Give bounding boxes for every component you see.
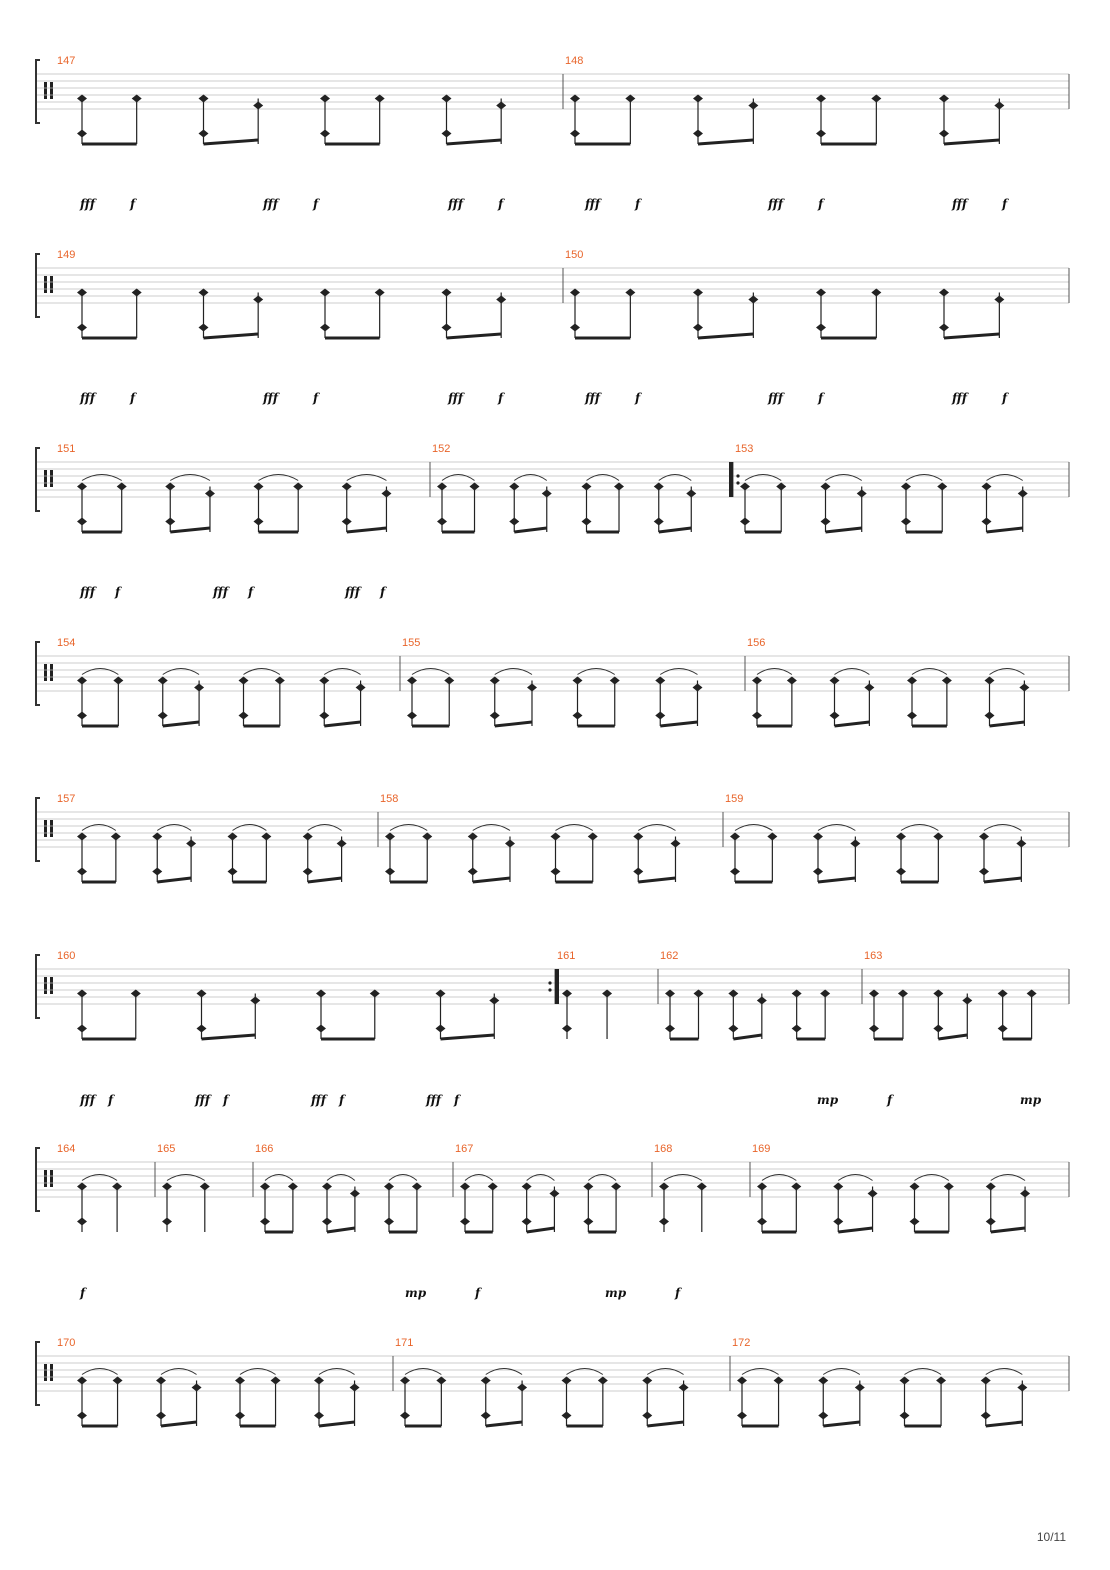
measure-number: 169 bbox=[752, 1143, 771, 1155]
measure-number: 171 bbox=[395, 1337, 414, 1349]
measure-number: 152 bbox=[432, 443, 451, 455]
tie bbox=[82, 669, 118, 675]
beam bbox=[204, 140, 259, 144]
system-bracket bbox=[36, 254, 40, 317]
beam bbox=[638, 878, 675, 882]
dynamic-marking: fff bbox=[768, 391, 784, 405]
dynamic-marking: fff bbox=[311, 1093, 327, 1107]
dynamic-marking: f bbox=[1002, 197, 1008, 211]
tie bbox=[167, 1175, 205, 1181]
dynamic-marking: fff bbox=[195, 1093, 211, 1107]
system-bracket bbox=[36, 955, 40, 1018]
measure-number: 160 bbox=[57, 950, 76, 962]
dynamic-marking: f bbox=[498, 391, 504, 405]
tie bbox=[327, 1175, 355, 1181]
dynamic-marking: f bbox=[675, 1286, 681, 1300]
tie bbox=[319, 1369, 355, 1375]
beam bbox=[347, 528, 387, 532]
dynamic-marking: fff bbox=[263, 391, 279, 405]
beam bbox=[818, 878, 855, 882]
tie bbox=[986, 1369, 1023, 1375]
beam bbox=[823, 1422, 860, 1426]
measure-number: 164 bbox=[57, 1143, 76, 1155]
percussion-clef bbox=[50, 820, 53, 837]
dynamic-marking: fff bbox=[80, 197, 96, 211]
beam bbox=[157, 878, 191, 882]
measure-number: 147 bbox=[57, 55, 76, 67]
percussion-clef bbox=[50, 977, 53, 994]
page-number: 10/11 bbox=[1036, 1530, 1066, 1544]
dynamic-marking: f bbox=[635, 391, 641, 405]
percussion-clef bbox=[50, 276, 53, 293]
repeat-dot bbox=[736, 474, 739, 477]
tie bbox=[405, 1369, 441, 1375]
measure-number: 153 bbox=[735, 443, 754, 455]
percussion-clef bbox=[50, 1364, 53, 1381]
beam bbox=[835, 722, 870, 726]
tie bbox=[527, 1175, 555, 1181]
tie bbox=[818, 825, 855, 831]
tie bbox=[161, 1369, 197, 1375]
beam bbox=[698, 334, 753, 338]
beam bbox=[473, 878, 510, 882]
beam bbox=[991, 1228, 1025, 1232]
dynamic-marking: fff bbox=[952, 197, 968, 211]
dynamic-marking: f bbox=[115, 585, 121, 599]
beam bbox=[495, 722, 532, 726]
percussion-clef bbox=[44, 664, 47, 681]
beam bbox=[324, 722, 360, 726]
system bbox=[36, 1143, 1069, 1300]
dynamic-marking: fff bbox=[448, 197, 464, 211]
measure-number: 163 bbox=[864, 950, 883, 962]
percussion-clef bbox=[44, 276, 47, 293]
dynamic-marking: fff bbox=[345, 585, 361, 599]
dynamic-marking: fff bbox=[952, 391, 968, 405]
beam bbox=[161, 1422, 197, 1426]
tie bbox=[915, 1175, 949, 1181]
tie bbox=[638, 825, 675, 831]
measure-number: 157 bbox=[57, 793, 76, 805]
repeat-dot bbox=[548, 981, 551, 984]
dynamic-marking: mp bbox=[605, 1286, 627, 1300]
system bbox=[36, 637, 1069, 726]
tie bbox=[659, 475, 692, 481]
beam bbox=[944, 140, 999, 144]
beam bbox=[486, 1422, 522, 1426]
tie bbox=[838, 1175, 872, 1181]
tie bbox=[170, 475, 210, 481]
dynamic-marking: fff bbox=[585, 197, 601, 211]
dynamic-marking: f bbox=[818, 391, 824, 405]
percussion-clef bbox=[44, 1364, 47, 1381]
dynamic-marking: fff bbox=[213, 585, 229, 599]
tie bbox=[826, 475, 862, 481]
tie bbox=[762, 1175, 796, 1181]
dynamic-marking: fff bbox=[768, 197, 784, 211]
repeat-dot bbox=[736, 481, 739, 484]
system bbox=[36, 443, 1069, 599]
dynamic-marking: f bbox=[313, 197, 319, 211]
tie bbox=[906, 475, 942, 481]
system bbox=[36, 793, 1069, 882]
beam bbox=[327, 1228, 355, 1232]
tie bbox=[82, 1175, 117, 1181]
repeat-start bbox=[729, 462, 733, 497]
tie bbox=[308, 825, 342, 831]
beam bbox=[986, 1422, 1023, 1426]
beam bbox=[698, 140, 753, 144]
beam bbox=[647, 1422, 683, 1426]
measure-number: 166 bbox=[255, 1143, 274, 1155]
dynamic-marking: f bbox=[887, 1093, 893, 1107]
dynamic-marking: fff bbox=[426, 1093, 442, 1107]
tie bbox=[324, 669, 360, 675]
tie bbox=[990, 669, 1025, 675]
tie bbox=[390, 825, 427, 831]
tie bbox=[486, 1369, 522, 1375]
tie bbox=[347, 475, 387, 481]
percussion-clef bbox=[50, 1170, 53, 1187]
measure-number: 161 bbox=[557, 950, 576, 962]
measure-number: 172 bbox=[732, 1337, 751, 1349]
system-bracket bbox=[36, 1148, 40, 1211]
measure-number: 155 bbox=[402, 637, 421, 649]
tie bbox=[987, 475, 1023, 481]
system-bracket bbox=[36, 1342, 40, 1405]
tie bbox=[265, 1175, 293, 1181]
system bbox=[36, 950, 1069, 1107]
tie bbox=[473, 825, 510, 831]
beam bbox=[984, 878, 1021, 882]
beam bbox=[319, 1422, 355, 1426]
percussion-clef bbox=[50, 82, 53, 99]
beam bbox=[987, 528, 1023, 532]
tie bbox=[412, 669, 449, 675]
dynamic-marking: mp bbox=[817, 1093, 839, 1107]
dynamic-marking: f bbox=[635, 197, 641, 211]
system bbox=[36, 55, 1069, 211]
measure-number: 168 bbox=[654, 1143, 673, 1155]
measure-number: 158 bbox=[380, 793, 399, 805]
tie bbox=[757, 669, 792, 675]
system bbox=[36, 249, 1069, 405]
beam bbox=[826, 528, 862, 532]
tie bbox=[588, 1175, 616, 1181]
tie bbox=[514, 475, 547, 481]
beam bbox=[659, 528, 692, 532]
percussion-clef bbox=[50, 664, 53, 681]
dynamic-marking: fff bbox=[585, 391, 601, 405]
tie bbox=[157, 825, 191, 831]
percussion-clef bbox=[50, 470, 53, 487]
tie bbox=[901, 825, 938, 831]
tie bbox=[835, 669, 870, 675]
tie bbox=[647, 1369, 683, 1375]
tie bbox=[389, 1175, 417, 1181]
tie bbox=[567, 1369, 603, 1375]
dynamic-marking: f bbox=[339, 1093, 345, 1107]
tie bbox=[578, 669, 615, 675]
dynamic-marking: fff bbox=[80, 1093, 96, 1107]
repeat-end bbox=[555, 969, 559, 1004]
tie bbox=[912, 669, 947, 675]
measure-number: 149 bbox=[57, 249, 76, 261]
system-bracket bbox=[36, 798, 40, 861]
measure-number: 154 bbox=[57, 637, 76, 649]
tie bbox=[163, 669, 199, 675]
system bbox=[36, 1337, 1069, 1426]
tie bbox=[735, 825, 772, 831]
system-bracket bbox=[36, 642, 40, 705]
dynamic-marking: f bbox=[454, 1093, 460, 1107]
dynamic-marking: mp bbox=[405, 1286, 427, 1300]
beam bbox=[308, 878, 342, 882]
tie bbox=[991, 1175, 1025, 1181]
dynamic-marking: f bbox=[498, 197, 504, 211]
percussion-clef bbox=[44, 82, 47, 99]
beam bbox=[733, 1035, 762, 1039]
measure-number: 167 bbox=[455, 1143, 474, 1155]
dynamic-marking: f bbox=[80, 1286, 86, 1300]
beam bbox=[204, 334, 259, 338]
measure-number: 148 bbox=[565, 55, 584, 67]
percussion-clef bbox=[44, 820, 47, 837]
tie bbox=[259, 475, 299, 481]
dynamic-marking: f bbox=[130, 197, 136, 211]
tie bbox=[660, 669, 697, 675]
tie bbox=[465, 1175, 493, 1181]
measure-number: 159 bbox=[725, 793, 744, 805]
dynamic-marking: f bbox=[248, 585, 254, 599]
dynamic-marking: f bbox=[380, 585, 386, 599]
tie bbox=[742, 1369, 779, 1375]
beam bbox=[527, 1228, 555, 1232]
measure-number: 150 bbox=[565, 249, 584, 261]
tie bbox=[82, 1369, 118, 1375]
measure-number: 165 bbox=[157, 1143, 176, 1155]
tie bbox=[244, 669, 280, 675]
percussion-clef bbox=[44, 470, 47, 487]
dynamic-marking: mp bbox=[1020, 1093, 1042, 1107]
beam bbox=[514, 528, 547, 532]
system-bracket bbox=[36, 448, 40, 511]
beam bbox=[838, 1228, 872, 1232]
tie bbox=[495, 669, 532, 675]
measure-number: 151 bbox=[57, 443, 76, 455]
dynamic-marking: f bbox=[818, 197, 824, 211]
beam bbox=[660, 722, 697, 726]
tie bbox=[745, 475, 781, 481]
dynamic-marking: fff bbox=[448, 391, 464, 405]
dynamic-marking: fff bbox=[80, 391, 96, 405]
measure-number: 170 bbox=[57, 1337, 76, 1349]
dynamic-marking: fff bbox=[80, 585, 96, 599]
beam bbox=[944, 334, 999, 338]
tie bbox=[984, 825, 1021, 831]
dynamic-marking: f bbox=[1002, 391, 1008, 405]
beam bbox=[163, 722, 199, 726]
measure-number: 156 bbox=[747, 637, 766, 649]
tie bbox=[233, 825, 267, 831]
beam bbox=[441, 1035, 495, 1039]
beam bbox=[447, 140, 502, 144]
tie bbox=[240, 1369, 276, 1375]
repeat-dot bbox=[548, 988, 551, 991]
tie bbox=[587, 475, 620, 481]
tie bbox=[823, 1369, 860, 1375]
beam bbox=[990, 722, 1025, 726]
dynamic-marking: f bbox=[313, 391, 319, 405]
dynamic-marking: f bbox=[108, 1093, 114, 1107]
dynamic-marking: f bbox=[475, 1286, 481, 1300]
percussion-clef bbox=[44, 977, 47, 994]
percussion-clef bbox=[44, 1170, 47, 1187]
tie bbox=[82, 825, 116, 831]
tie bbox=[82, 475, 122, 481]
system-bracket bbox=[36, 60, 40, 123]
tie bbox=[442, 475, 475, 481]
measure-number: 162 bbox=[660, 950, 679, 962]
dynamic-marking: f bbox=[130, 391, 136, 405]
beam bbox=[447, 334, 502, 338]
beam bbox=[938, 1035, 967, 1039]
tie bbox=[556, 825, 593, 831]
dynamic-marking: fff bbox=[263, 197, 279, 211]
tie bbox=[664, 1175, 702, 1181]
tie bbox=[905, 1369, 942, 1375]
beam bbox=[202, 1035, 256, 1039]
beam bbox=[170, 528, 210, 532]
dynamic-marking: f bbox=[223, 1093, 229, 1107]
